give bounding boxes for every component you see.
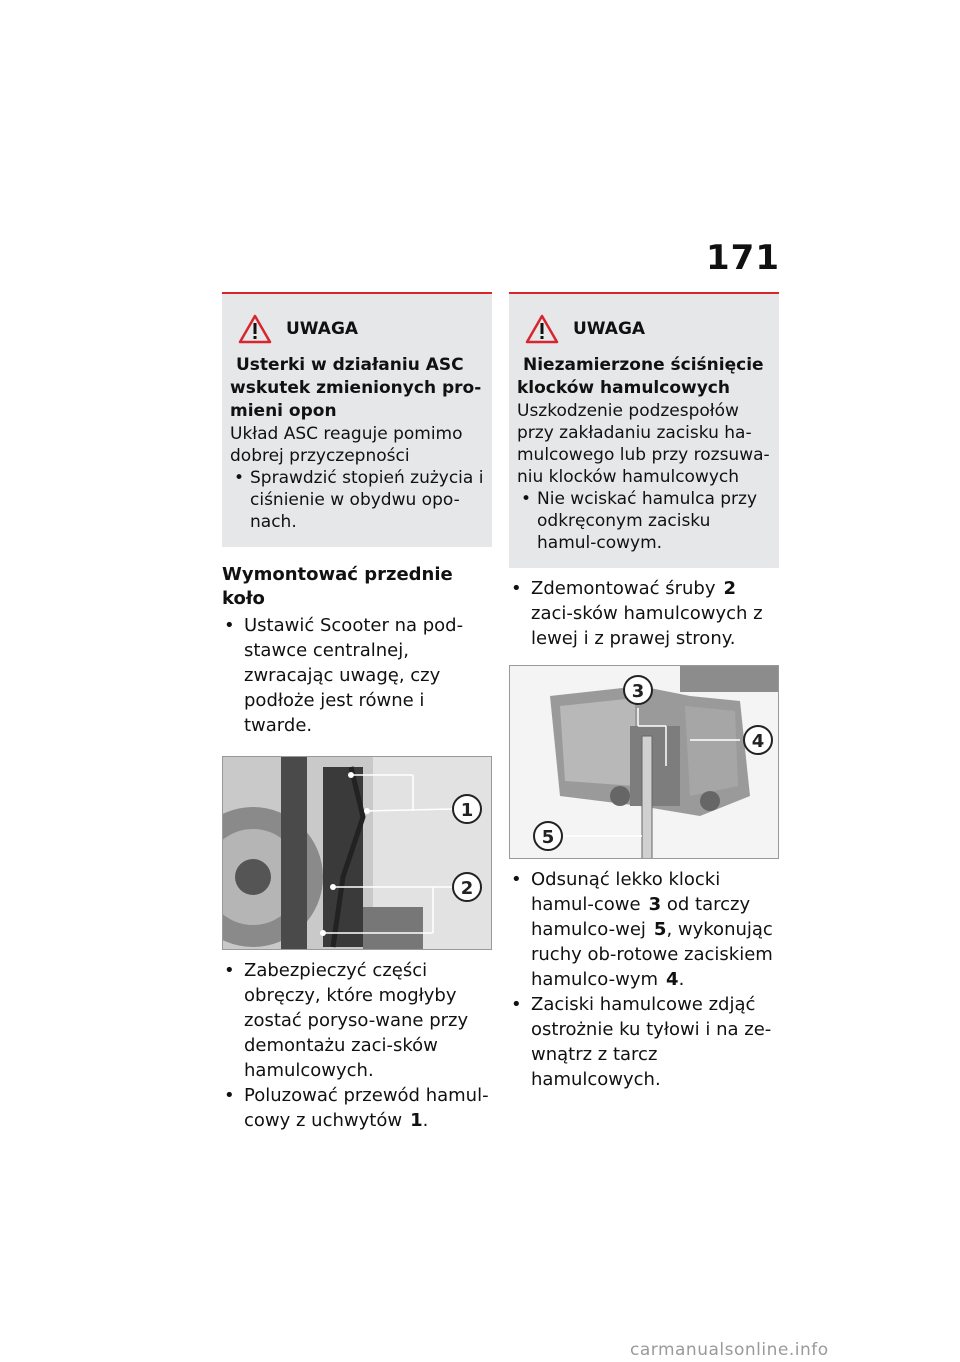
notice-header [525,314,771,344]
page-number: 171 [706,238,780,278]
notice-header [238,314,484,344]
notice-text: Uszkodzenie podzespołów przy zakładaniu zacisku ha-mulcowego lub przy rozsuwa-niu klocków hamulcowych [517,401,770,487]
reference-number: 1 [410,1110,423,1131]
callout-3: 3 [631,681,645,702]
reference-number: 2 [723,578,737,599]
list-item: • Poluzować przewód hamul-cowy z uchwytów 1. [224,1085,489,1131]
right-column [509,292,779,1092]
notice-text: Układ ASC reaguje pomimo dobrej przyczepności [230,424,463,466]
warning-notice-asc [222,292,492,547]
list-item: • Odsunąć lekko klocki hamul-cowe 3 od tarczy hamulco-wej 5, wykonując ruchy ob-rotowe zaciskiem hamulco-wym 4. [511,869,773,990]
callout-5: 5 [541,827,555,848]
figure-brake-caliper [509,665,779,859]
brake-caliper-illustration [510,666,779,859]
list-item: • Zabezpieczyć części obręczy, które mogłyby zostać poryso-wane przy demontażu zaci-sków hamulcowych. [224,960,469,1081]
instruction-list [509,576,779,651]
notice-bullets [230,467,484,533]
reference-number: 5 [653,919,667,940]
list-item: • Sprawdzić stopień zużycia i ciśnienie w obydwu opo-nach. [234,468,484,532]
callout-1: 1 [460,800,474,821]
notice-label: UWAGA [286,319,359,339]
instruction-list [222,613,492,738]
list-item: • Zaciski hamulcowe zdjąć ostrożnie ku tyłowi i na ze-wnątrz z tarcz hamulcowych. [511,994,772,1090]
list-item: • Nie wciskać hamulca przy odkręconym zacisku hamul-cowym. [521,489,758,553]
warning-triangle-icon [525,314,559,344]
notice-label: UWAGA [573,319,646,339]
callout-2: 2 [460,878,474,899]
list-item: • Ustawić Scooter na pod-stawce centralnej, zwracając uwagę, czy podłoże jest równe i twarde. [224,615,464,736]
left-column [222,292,492,1133]
figure-front-wheel-brake-line [222,756,492,950]
brake-line-illustration [223,757,492,950]
notice-bullets [517,488,771,554]
footer-watermark[interactable]: carmanualsonline.info [630,1340,829,1360]
warning-triangle-icon [238,314,272,344]
instruction-list [222,958,492,1133]
reference-number: 3 [648,894,662,915]
instruction-list [509,867,779,1092]
notice-title: Usterki w działaniu ASC wskutek zmienionych pro- mieni opon [230,355,482,421]
list-item: • Zdemontować śruby 2 zaci-sków hamulcowych z lewej i z prawej strony. [511,578,763,649]
notice-title: Niezamierzone ściśnięcie klocków hamulcowych [517,355,764,398]
callout-4: 4 [751,731,765,752]
reference-number: 4 [666,969,679,990]
warning-notice-brake-pads [509,292,779,568]
section-heading: Wymontować przednie koło [222,564,453,609]
